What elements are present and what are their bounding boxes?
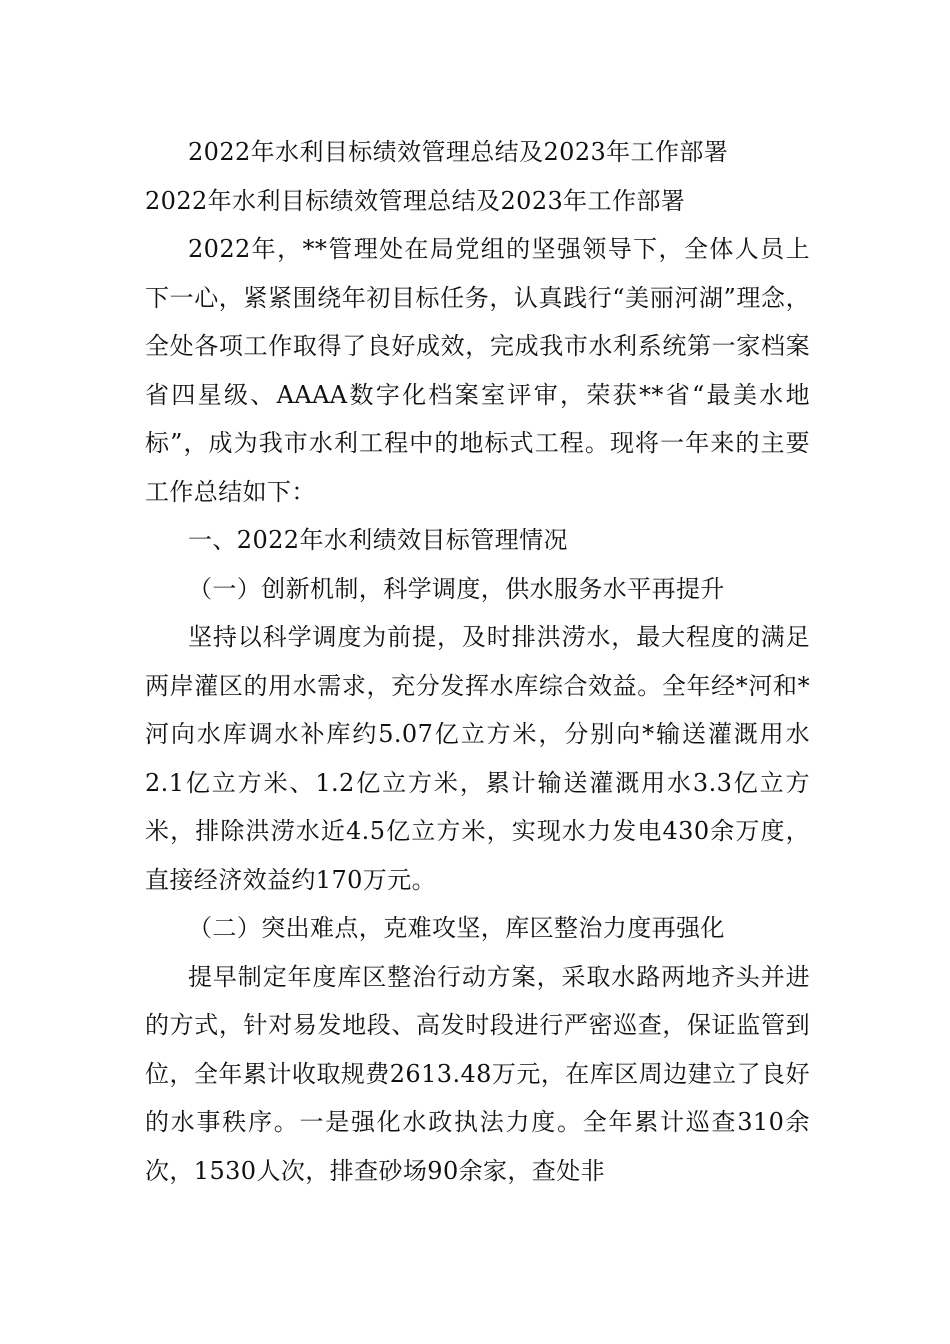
subsection-heading-2: （二）突出难点，克难攻坚，库区整治力度再强化 [188,914,725,942]
intro-paragraph: 2022年，**管理处在局党组的坚强领导下，全体人员上下一心，紧紧围绕年初目标任务，认真践行“美丽河湖”理念，全处各项工作取得了良好成效，完成我市水利系统第一家档案省四星级、AAAA数字化档案室评审，荣获**省“最美水地标”，成为我市水利工程中的地标式工程。现将一年来的主要工作总结如下： [145,235,810,506]
document-subtitle: 2022年水利目标绩效管理总结及2023年工作部署 [145,186,686,215]
document-body [145,128,810,1195]
subsection-body-2: 提早制定年度库区整治行动方案，采取水路两地齐头并进的方式，针对易发地段、高发时段进行严密巡查，保证监管到位，全年累计收取规费2613.48万元，在库区周边建立了良好的水事秩序。一是强化水政执法力度。全年累计巡查310余次，1530人次，排查砂场90余家，查处非 [145,962,810,1185]
document-title: 2022年水利目标绩效管理总结及2023年工作部署 [188,138,729,166]
subsection-body-1: 坚持以科学调度为前提，及时排洪涝水，最大程度的满足两岸灌区的用水需求，充分发挥水库综合效益。全年经*河和*河向水库调水补库约5.07亿立方米，分别向*输送灌溉用水2.1亿立方米、1.2亿立方米，累计输送灌溉用水3.3亿立方米，排除洪涝水近4.5亿立方米，实现水力发电430余万度，直接经济效益约170万元。 [145,623,810,894]
subsection-heading-1: （一）创新机制，科学调度，供水服务水平再提升 [188,574,725,603]
section-heading: 一、2022年水利绩效目标管理情况 [188,526,568,554]
